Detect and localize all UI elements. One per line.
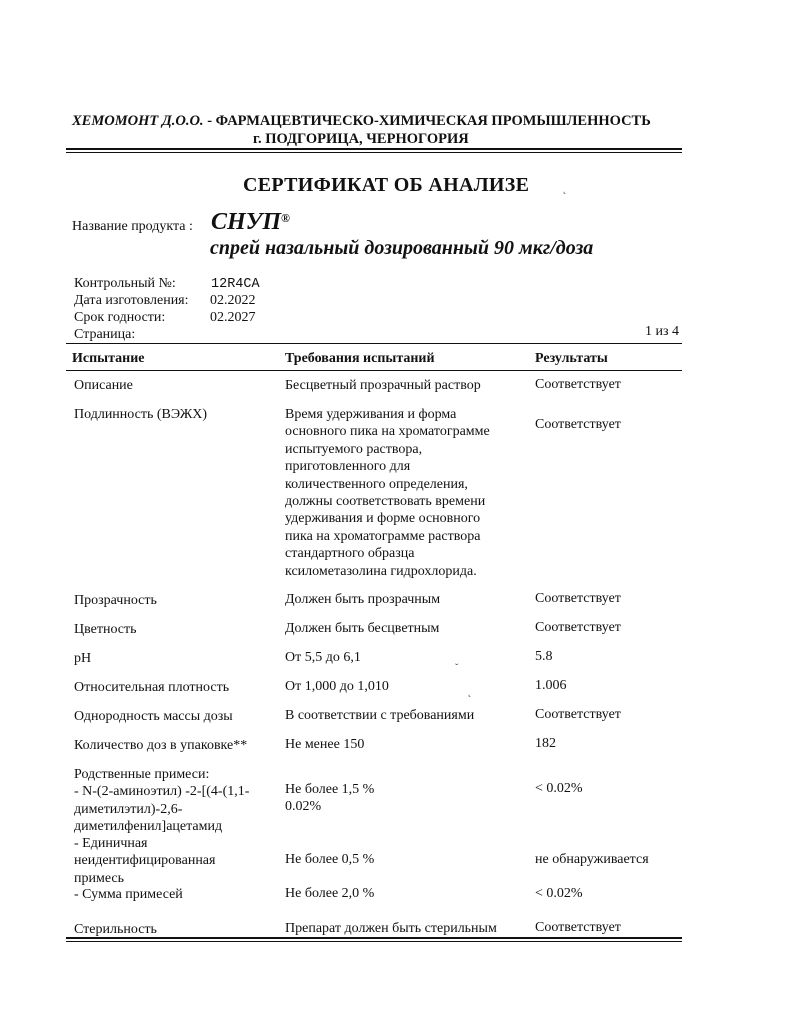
industry-name: ФАРМАЦЕВТИЧЕСКО-ХИМИЧЕСКАЯ ПРОМЫШЛЕННОСТЬ [215,113,651,129]
row-test-identity: Подлинность (ВЭЖХ) [74,407,208,422]
meta-rule [66,343,682,344]
company-header [72,113,651,130]
header-rule-thin [66,152,682,153]
row-result-single-impurity: не обнаруживается [535,852,649,867]
row-requirement-description: Бесцветный прозрачный раствор [285,378,481,393]
row-result-identity: Соответствует [535,417,621,432]
row-requirement-sterility: Препарат должен быть стерильным [285,921,497,936]
company-name: ХЕМОМОНТ Д.О.О. [72,113,204,129]
row-test-sterility: Стерильность [74,922,157,937]
row-requirement-density: От 1,000 до 1,010 [285,679,389,694]
row-test-ph: pH [74,651,92,666]
row-result-clarity: Соответствует [535,591,621,606]
row-requirement-color: Должен быть бесцветным [285,621,440,636]
control-number-value: 12R4CA [211,277,260,292]
page-label: Страница: [74,327,136,342]
page-number: 1 из 4 [645,324,680,339]
product-label: Название продукта : [72,219,193,234]
row-test-single-impurity: - Единичная неидентифицированная примесь [74,836,216,886]
manufacture-date-value: 02.2022 [210,293,256,308]
row-requirement-single-impurity: Не более 0,5 % [285,852,375,867]
product-description: спрей назальный дозированный 90 мкг/доза [210,237,594,259]
row-result-description: Соответствует [535,377,621,392]
row-result-color: Соответствует [535,620,621,635]
control-number-label: Контрольный №: [74,276,176,291]
row-test-dose-count: Количество доз в упаковке** [74,738,248,753]
row-result-ph: 5.8 [535,649,553,664]
company-dash: - [203,113,216,129]
row-result-total-impurities: < 0.02% [535,886,583,901]
column-header-result: Результаты [535,351,608,366]
row-test-related-impurities: Родственные примеси: - N-(2-аминоэтил) -2-[(4-(1,1- диметилэтил)-2,6- диметилфенил]ацетамид [74,767,250,835]
row-requirement-related-impurities: Не более 1,5 % 0.02% [285,782,375,815]
expiry-date-label: Срок годности: [74,310,166,325]
row-test-density: Относительная плотность [74,680,230,695]
company-city: г. ПОДГОРИЦА, ЧЕРНОГОРИЯ [253,131,469,147]
row-result-dose-uniformity: Соответствует [535,707,621,722]
row-test-total-impurities: - Сумма примесей [74,887,183,902]
trademark-symbol: ® [281,211,291,225]
manufacture-date-label: Дата изготовления: [74,293,189,308]
product-name [211,209,290,236]
product-name-text: СНУП [211,209,282,235]
column-header-test: Испытание [72,351,145,366]
footer-rule-thick [66,937,682,939]
row-requirement-dose-uniformity: В соответствии с требованиями [285,708,475,723]
row-result-related-impurities: < 0.02% [535,781,583,796]
row-result-dose-count: 182 [535,736,556,751]
row-result-sterility: Соответствует [535,920,621,935]
row-requirement-total-impurities: Не более 2,0 % [285,886,375,901]
document-title: СЕРТИФИКАТ ОБ АНАЛИЗЕ [243,174,530,196]
footer-rule-thin [66,941,682,942]
row-requirement-clarity: Должен быть прозрачным [285,592,441,607]
row-requirement-dose-count: Не менее 150 [285,737,365,752]
scan-speck: ˛ [468,687,472,698]
row-test-dose-uniformity: Однородность массы дозы [74,709,233,724]
row-result-density: 1.006 [535,678,567,693]
table-header-rule [66,370,682,371]
row-requirement-identity: Время удерживания и форма основного пика на хроматограмме испытуемого раствора, приготовленного для количественного определения, должны соответствовать времени удерживания и форме основного пика на хроматограмме раствора стандартного образца ксилометазолина гидрохлорида. [285,407,490,579]
scan-speck: ˛ [563,184,567,195]
column-header-requirement: Требования испытаний [285,351,435,366]
expiry-date-value: 02.2027 [210,310,256,325]
row-test-color: Цветность [74,622,137,637]
row-test-clarity: Прозрачность [74,593,157,608]
row-requirement-ph: От 5,5 до 6,1 [285,650,361,665]
header-rule-thick [66,148,682,150]
scan-speck: ˇ [455,663,459,674]
row-test-description: Описание [74,378,133,393]
